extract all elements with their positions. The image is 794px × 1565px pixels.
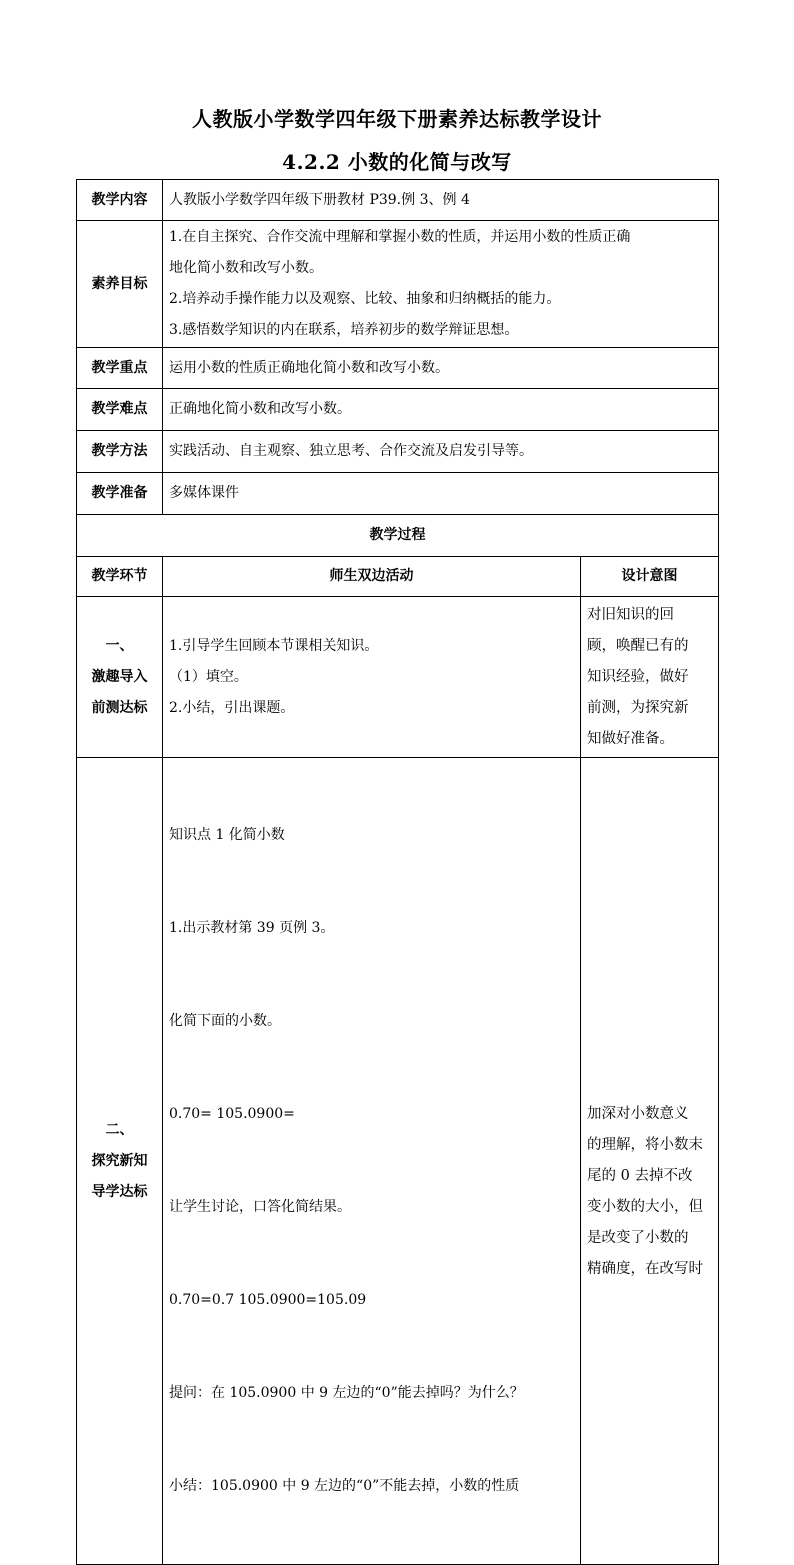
row-value-content: 人教版小学数学四年级下册教材 P39.例 3、例 4: [163, 180, 719, 221]
table-row: [77, 431, 719, 473]
intent-line: 尾的 0 去掉不改: [587, 1168, 693, 1184]
stage-label-line: 二、: [105, 1121, 134, 1138]
activity-line: 1.出示教材第 39 页例 3。: [169, 920, 335, 936]
table-row: [77, 348, 719, 389]
intent-line: 精确度，在改写时: [587, 1261, 703, 1277]
stage-intent: [581, 758, 719, 1565]
intent-line: 加深对小数意义: [587, 1106, 689, 1122]
activity-line: （1）填空。: [169, 669, 248, 685]
table-row: [77, 473, 719, 515]
intent-line: 知做好准备。: [587, 730, 674, 747]
row-label-difficulty: 教学难点: [77, 389, 163, 431]
stage-activity: [163, 597, 581, 758]
goal-line: 3.感悟数学知识的内在联系，培养初步的数学辩证思想。: [169, 322, 519, 338]
row-label-prep: 教学准备: [77, 473, 163, 515]
activity-line: 1.引导学生回顾本节课相关知识。: [169, 638, 379, 654]
intent-line: 对旧知识的回: [587, 606, 674, 623]
table-row: [77, 180, 719, 221]
intent-line: [587, 1037, 712, 1068]
row-value-goals: [163, 221, 719, 348]
row-label-goals: 素养目标: [77, 221, 163, 348]
activity-line: 化简下面的小数。: [169, 1013, 281, 1029]
stage-row: [77, 758, 719, 1565]
column-header-stage: 教学环节: [77, 557, 163, 597]
column-header-activity: 师生双边活动: [163, 557, 581, 597]
stage-activity: [163, 758, 581, 1565]
intent-line: [587, 1068, 712, 1099]
stage-label: [77, 758, 163, 1565]
activity-line: 0.70=0.7 105.0900=105.09: [169, 1292, 367, 1308]
row-value-key: 运用小数的性质正确地化简小数和改写小数。: [163, 348, 719, 389]
row-value-method: 实践活动、自主观察、独立思考、合作交流及启发引导等。: [163, 431, 719, 473]
stage-label: [77, 597, 163, 758]
intent-line: 前测，为探究新: [587, 699, 689, 716]
goal-line: 地化简小数和改写小数。: [169, 260, 323, 276]
row-value-difficulty: 正确地化简小数和改写小数。: [163, 389, 719, 431]
intent-line: 变小数的大小，但: [587, 1199, 703, 1215]
document-title: 人教版小学数学四年级下册素养达标教学设计: [192, 107, 602, 131]
row-label-method: 教学方法: [77, 431, 163, 473]
stage-row: [77, 597, 719, 758]
table-row: [77, 221, 719, 348]
column-header-intent: 设计意图: [581, 557, 719, 597]
stage-label-line: 激趣导入: [91, 668, 148, 685]
stage-label-line: 前测达标: [91, 699, 148, 716]
table-row: [77, 389, 719, 431]
activity-line: 提问：在 105.0900 中 9 左边的“0”能去掉吗？为什么？: [169, 1385, 524, 1401]
intent-line: 顾，唤醒已有的: [587, 637, 689, 654]
goal-line: 1.在自主探究、合作交流中理解和掌握小数的性质，并运用小数的性质正确: [169, 229, 631, 245]
activity-line: 知识点 1 化简小数: [169, 827, 285, 843]
row-value-prep: 多媒体课件: [163, 473, 719, 515]
activity-line: 小结：105.0900 中 9 左边的“0”不能去掉，小数的性质: [169, 1478, 520, 1494]
row-label-key: 教学重点: [77, 348, 163, 389]
intent-line: 是改变了小数的: [587, 1230, 689, 1246]
process-heading: 教学过程: [77, 515, 719, 557]
stage-label-line: 一、: [105, 637, 134, 654]
activity-line: 2.小结，引出课题。: [169, 700, 295, 716]
intent-line: 的理解，将小数末: [587, 1137, 703, 1153]
lesson-plan-table: [76, 179, 719, 1565]
lesson-subtitle: 4.2.2 小数的化简与改写: [282, 150, 512, 174]
stage-label-line: 导学达标: [91, 1183, 148, 1200]
table-header-row: [77, 557, 719, 597]
intent-line: 知识经验，做好: [587, 668, 689, 685]
table-row: [77, 515, 719, 557]
activity-line: 0.70= 105.0900=: [169, 1106, 295, 1122]
row-label-content: 教学内容: [77, 180, 163, 221]
goal-line: 2.培养动手操作能力以及观察、比较、抽象和归纳概括的能力。: [169, 291, 561, 307]
activity-line: 让学生讨论，口答化简结果。: [169, 1199, 351, 1215]
stage-intent: [581, 597, 719, 758]
stage-label-line: 探究新知: [91, 1152, 148, 1169]
